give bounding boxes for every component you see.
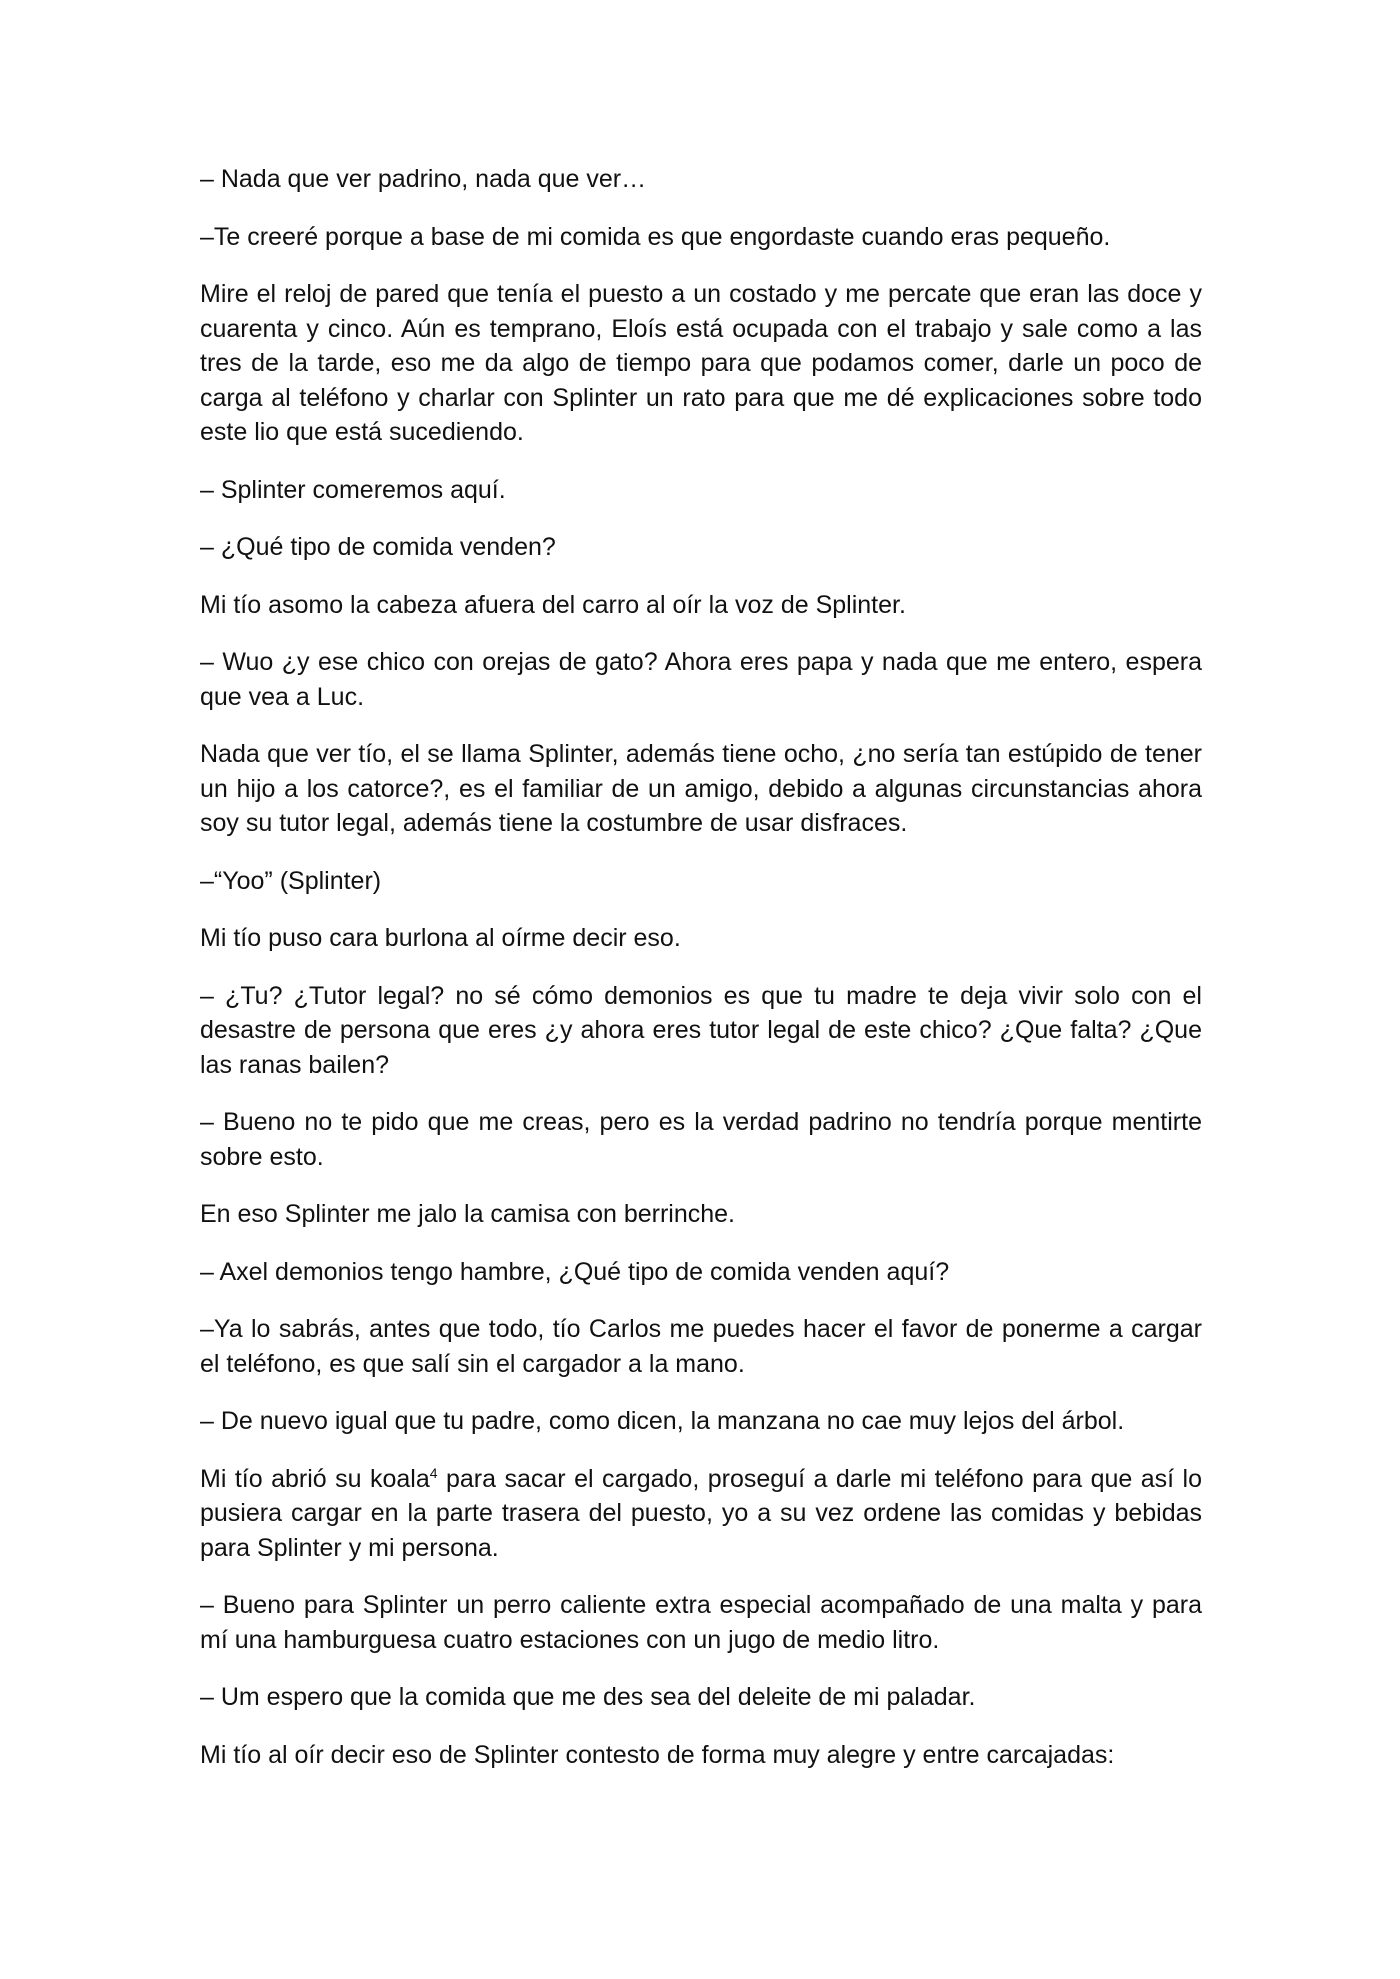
paragraph-17 [200,1462,1202,1566]
paragraph-3: Mire el reloj de pared que tenía el puesto a un costado y me percate que eran las doce y cuarenta y cinco. Aún es temprano, Eloís está ocupada con el trabajo y sale como a las tres de la tarde, eso me da algo de tiempo para que podamos comer, darle un poco de carga al teléfono y charlar con Splinter un rato para que me dé explicaciones sobre todo este lio que está sucediendo. [200,280,1202,446]
paragraph-6: Mi tío asomo la cabeza afuera del carro al oír la voz de Splinter. [200,590,906,619]
paragraph-5: – ¿Qué tipo de comida venden? [200,533,556,561]
paragraph-11: – ¿Tu? ¿Tutor legal? no sé cómo demonios es que tu madre te deja vivir solo con el desastre de persona que eres ¿y ahora eres tutor legal de este chico? ¿Que falta? ¿Que las ranas bailen? [200,981,1202,1079]
paragraph-18: – Bueno para Splinter un perro caliente extra especial acompañado de una malta y para mí una hamburguesa cuatro estaciones con un jugo de medio litro. [200,1591,1202,1654]
paragraph-19: – Um espero que la comida que me des sea del deleite de mi paladar. [200,1683,976,1711]
paragraph-20: Mi tío al oír decir eso de Splinter contesto de forma muy alegre y entre carcajadas: [200,1740,1115,1769]
paragraph-4: – Splinter comeremos aquí. [200,475,506,504]
footnote-marker: 4 [429,1464,438,1481]
paragraph-8: Nada que ver tío, el se llama Splinter, además tiene ocho, ¿no sería tan estúpido de tener un hijo a los catorce?, es el familiar de un amigo, debido a algunas circunstancias ahora soy su tutor legal, además tiene la costumbre de usar disfraces. [200,740,1202,837]
paragraph-7: – Wuo ¿y ese chico con orejas de gato? Ahora eres papa y nada que me entero, espera que vea a Luc. [200,648,1202,711]
page-text-body [200,162,1202,1795]
paragraph-14: – Axel demonios tengo hambre, ¿Qué tipo de comida venden aquí? [200,1257,950,1286]
paragraph-17-lead: Mi tío abrió su koala [200,1464,430,1493]
paragraph-9: –“Yoo” (Splinter) [200,866,382,895]
paragraph-10: Mi tío puso cara burlona al oírme decir eso. [200,924,681,952]
paragraph-12: – Bueno no te pido que me creas, pero es la verdad padrino no tendría porque mentirte sobre esto. [200,1108,1202,1171]
paragraph-1: – Nada que ver padrino, nada que ver… [200,165,647,193]
paragraph-17-rest: para sacar el cargado, proseguí a darle mi teléfono para que así lo pusiera cargar en la parte trasera del puesto, yo a su vez ordene las comidas y bebidas para Splinter y mi persona. [200,1464,1203,1562]
paragraph-16: – De nuevo igual que tu padre, como dicen, la manzana no cae muy lejos del árbol. [200,1407,1125,1435]
paragraph-13: En eso Splinter me jalo la camisa con berrinche. [200,1200,735,1228]
paragraph-2: –Te creeré porque a base de mi comida es que engordaste cuando eras pequeño. [200,222,1111,251]
paragraph-15: –Ya lo sabrás, antes que todo, tío Carlos me puedes hacer el favor de ponerme a cargar el teléfono, es que salí sin el cargador a la mano. [200,1315,1202,1378]
